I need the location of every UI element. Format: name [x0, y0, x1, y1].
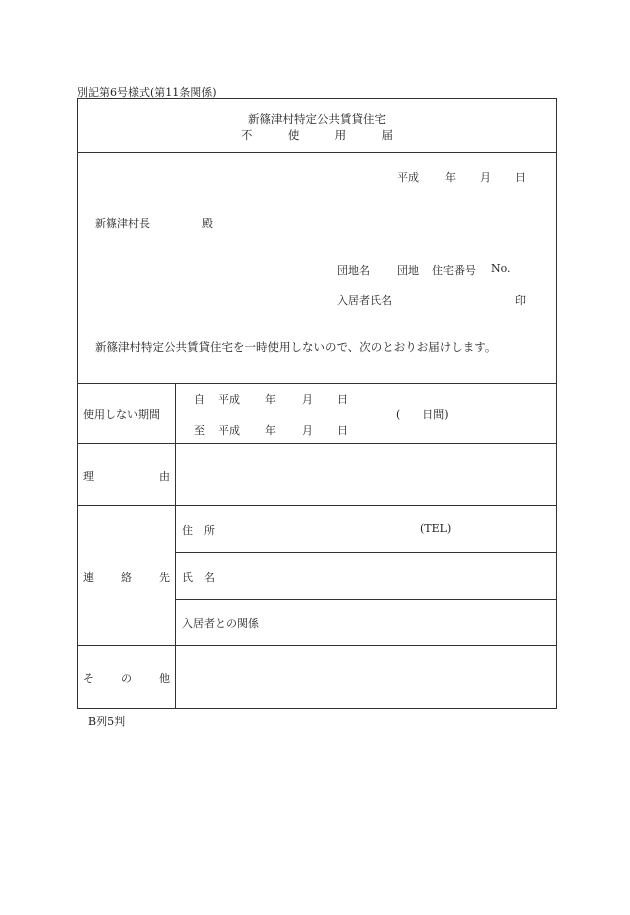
divider [77, 505, 557, 506]
date-year: 年 [445, 171, 456, 184]
resident-name-label: 入居者氏名 [337, 294, 392, 307]
period-from-month: 月 [302, 393, 313, 406]
date-month: 月 [480, 171, 491, 184]
period-from-day: 日 [337, 393, 348, 406]
period-to-year: 年 [265, 424, 276, 437]
divider [77, 152, 557, 153]
reason-field[interactable] [176, 444, 556, 505]
house-number-no: No. [491, 262, 511, 275]
form-subtitle: 不 使 用 届 [241, 128, 393, 142]
period-from-era: 平成 [218, 393, 240, 406]
period-to-day: 日 [337, 424, 348, 437]
complex-name-label: 団地名 [337, 264, 370, 277]
date-era: 平成 [397, 171, 419, 184]
contact-relation-label: 入居者との関係 [182, 617, 259, 630]
house-number-label: 住宅番号 [432, 264, 476, 277]
contact-name-label: 氏 名 [182, 571, 215, 584]
contact-address-label: 住 所 [182, 524, 215, 537]
form-frame [77, 98, 557, 709]
seal-mark: 印 [515, 294, 526, 307]
addressee-name: 新篠津村長 [95, 217, 150, 230]
period-from-marker: 自 [194, 393, 205, 406]
divider [175, 552, 557, 553]
period-from-year: 年 [265, 393, 276, 406]
other-field[interactable] [176, 646, 556, 708]
contact-label: 連 絡 先 [83, 571, 170, 584]
period-days: ( 日間) [396, 408, 449, 421]
divider [175, 599, 557, 600]
statement-text: 新篠津村特定公共賃貸住宅を一時使用しないので、次のとおりお届けします。 [95, 340, 497, 354]
contact-tel-label: (TEL) [420, 522, 452, 535]
period-to-era: 平成 [218, 424, 240, 437]
date-day: 日 [515, 171, 526, 184]
paper-size-note: B列5判 [88, 715, 126, 728]
period-to-marker: 至 [194, 424, 205, 437]
divider [77, 383, 557, 384]
period-to-month: 月 [302, 424, 313, 437]
reason-label: 理 由 [83, 470, 170, 483]
form-number-note: 別記第6号様式(第11条関係) [77, 86, 217, 99]
form-title: 新篠津村特定公共賃貸住宅 [248, 112, 386, 126]
complex-suffix: 団地 [397, 264, 419, 277]
addressee-honorific: 殿 [202, 217, 213, 230]
other-label: そ の 他 [83, 672, 170, 685]
period-label: 使用しない期間 [83, 408, 160, 421]
